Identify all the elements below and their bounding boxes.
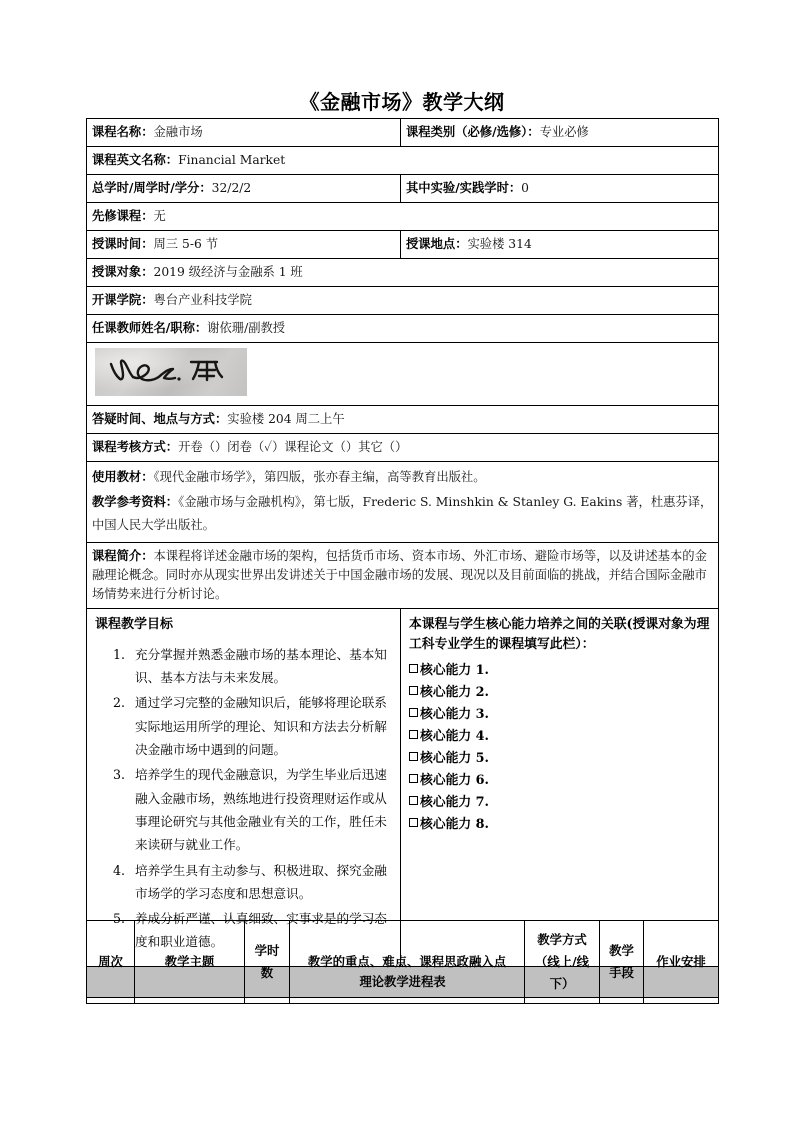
col-header-teaching-mode-line-3: 下）: [549, 975, 575, 991]
core-competency-4[interactable]: [409, 726, 712, 748]
objectives-title: 课程教学目标: [95, 616, 174, 632]
cell-audience: [87, 259, 719, 287]
col-header-homework: 作业安排: [644, 921, 719, 1004]
value-instructor: 谢依珊/副教授: [207, 321, 286, 336]
value-references: 《金融市场与金融机构》，第七版，Frederic S. Minshkin & Stanley G. Eakins 著，杜惠芬译，中国人民大学出版社。: [92, 494, 713, 533]
table-row: [87, 343, 719, 406]
table-row: [87, 203, 719, 231]
checkbox-icon[interactable]: [409, 730, 418, 739]
cell-class-time: [87, 231, 401, 259]
checkbox-icon[interactable]: [409, 818, 418, 827]
col-header-teaching-method-line-2: 手段: [609, 965, 634, 980]
cell-core-competencies: [401, 608, 719, 966]
value-office-hours: 实验楼 204 周二上午: [227, 412, 345, 427]
table-row: [87, 119, 719, 147]
label-class-time: 授课时间：: [92, 236, 154, 252]
value-prerequisite: 无: [153, 209, 166, 224]
cell-instructor: [87, 315, 719, 343]
list-item: 5. 养成分析严谨、认真细致、实事求是的学习态度和职业道德。: [129, 907, 392, 954]
cell-lab-hours: [401, 175, 719, 203]
value-lab-hours: 0: [521, 181, 529, 196]
cell-course-name: [87, 119, 401, 147]
checkbox-icon[interactable]: [409, 774, 418, 783]
value-textbook: 《现代金融市场学》，第四版，张亦春主编，高等教育出版社。: [153, 470, 486, 485]
value-course-category: 专业必修: [539, 125, 589, 139]
label-lab-hours: 其中实验/实践学时：: [406, 180, 522, 196]
value-hours-credits: 32/2/2: [211, 181, 252, 196]
list-item: 1. 充分掌握并熟悉金融市场的基本理论、基本知识、基本方法与未来发展。: [129, 643, 392, 690]
table-row: [87, 542, 719, 608]
label-office-hours: 答疑时间、地点与方式：: [92, 411, 228, 427]
cell-course-intro: [87, 542, 719, 608]
objectives-list: [95, 643, 392, 954]
core-competency-5[interactable]: [409, 748, 712, 770]
label-references: 教学参考资料：: [92, 493, 179, 509]
checkbox-icon[interactable]: [409, 796, 418, 805]
cell-textbook: [87, 462, 719, 542]
value-assessment: 开卷（）闭卷（✓）课程论文（）其它（）: [178, 440, 408, 455]
table-row: [87, 259, 719, 287]
col-header-week: 周次: [87, 921, 135, 1004]
teaching-progress-table: [86, 920, 719, 1004]
list-item: 3. 培养学生的现代金融意识，为学生毕业后迅速融入金融市场，熟练地进行投资理财运作或从事理论研究与其他金融业有关的工作，胜任未来读研与就业工作。: [129, 763, 392, 856]
label-textbook: 使用教材：: [92, 469, 154, 485]
cell-course-english-name: [87, 147, 719, 175]
col-header-teaching-mode-line-1: 教学方式: [537, 932, 587, 948]
checkbox-icon[interactable]: [409, 664, 418, 673]
label-class-location: 授课地点：: [406, 236, 468, 252]
label-audience: 授课对象：: [92, 264, 154, 280]
col-header-topic: 教学主题: [135, 921, 245, 1004]
table-row: [87, 315, 719, 343]
value-audience: 2019 级经济与金融系 1 班: [153, 265, 303, 280]
table-row: [87, 175, 719, 203]
value-course-english-name: Financial Market: [178, 153, 286, 168]
col-header-hours-line-2: 数: [260, 965, 274, 980]
col-header-teaching-method-line-1: 教学: [609, 943, 634, 959]
checkbox-icon[interactable]: [409, 708, 418, 717]
value-course-name: 金融市场: [153, 125, 203, 139]
table-row: [87, 147, 719, 175]
cell-signature: [87, 343, 719, 406]
label-course-category: 课程类别（必修/选修）：: [406, 124, 540, 139]
table-row: [87, 406, 719, 434]
table-row: [87, 434, 719, 462]
value-class-time: 周三 5-6 节: [153, 237, 219, 252]
cell-course-category: [401, 119, 719, 147]
cell-class-location: [401, 231, 719, 259]
label-assessment: 课程考核方式：: [92, 439, 179, 455]
table-row: [87, 287, 719, 315]
col-header-teaching-mode-line-2: （线上/线: [534, 954, 590, 970]
core-competency-3[interactable]: [409, 704, 712, 726]
instructor-signature-image: [95, 348, 247, 396]
col-header-hours: [245, 921, 290, 1004]
list-item: 4. 培养学生具有主动参与、积极进取、探究金融市场学的学习态度和思想意识。: [129, 859, 392, 906]
core-competency-1-label: 核心能力 1.: [420, 662, 490, 678]
cell-objectives: [87, 608, 401, 966]
page-title: 《金融市场》教学大纲: [299, 90, 505, 114]
label-course-english-name: 课程英文名称：: [92, 152, 179, 168]
label-hours-credits: 总学时/周学时/学分：: [92, 180, 212, 196]
label-instructor: 任课教师姓名/职称：: [92, 320, 208, 336]
core-competency-6-label: 核心能力 6.: [420, 772, 490, 788]
progress-section-title: 理论教学进程表: [87, 966, 719, 997]
cell-office-hours: [87, 406, 719, 434]
label-prerequisite: 先修课程：: [92, 208, 154, 224]
label-course-intro: 课程简介：: [92, 547, 154, 563]
core-competency-2-label: 核心能力 2.: [420, 684, 490, 700]
core-competency-4-label: 核心能力 4.: [420, 728, 490, 744]
core-competency-7-label: 核心能力 7.: [420, 794, 490, 810]
core-competency-1[interactable]: [409, 660, 712, 682]
core-competency-2[interactable]: [409, 682, 712, 704]
core-competency-8-label: 核心能力 8.: [420, 816, 490, 832]
core-competency-7[interactable]: [409, 792, 712, 814]
table-header-row: [87, 921, 719, 1004]
label-course-name: 课程名称：: [92, 124, 154, 139]
value-college: 粤台产业科技学院: [153, 293, 252, 308]
table-row: [87, 231, 719, 259]
core-competency-3-label: 核心能力 3.: [420, 706, 490, 722]
core-competency-5-label: 核心能力 5.: [420, 750, 490, 766]
checkbox-icon[interactable]: [409, 686, 418, 695]
label-college: 开课学院：: [92, 292, 154, 308]
table-row: [87, 608, 719, 966]
checkbox-icon[interactable]: [409, 752, 418, 761]
value-course-intro: 本课程将详述金融市场的架构，包括货币市场、资本市场、外汇市场、避险市场等，以及讲述基本的金融理论概念。同时亦从现实世界出发讲述关于中国金融市场的发展、现况以及目前面临的挑战，并结合国际金融市场情势来进行分析讨论。: [92, 548, 707, 601]
table-row: [87, 462, 719, 542]
core-competency-6[interactable]: [409, 770, 712, 792]
course-info-table: [86, 118, 719, 998]
col-header-key-points: 教学的重点、难点、课程思政融入点: [290, 921, 525, 1004]
value-class-location: 实验楼 314: [467, 237, 532, 252]
cell-hours-credits: [87, 175, 401, 203]
col-header-teaching-mode: [525, 921, 600, 1004]
col-header-hours-line-1: 学时: [254, 943, 280, 959]
cell-prerequisite: [87, 203, 719, 231]
cell-assessment: [87, 434, 719, 462]
col-header-teaching-method: [600, 921, 644, 1004]
cell-college: [87, 287, 719, 315]
list-item: 2. 通过学习完整的金融知识后，能够将理论联系实际地运用所学的理论、知识和方法去分析解决金融市场中遇到的问题。: [129, 691, 392, 761]
core-competencies-heading: 本课程与学生核心能力培养之间的关联(授课对象为理工科专业学生的课程填写此栏）：: [409, 616, 710, 653]
core-competency-8[interactable]: [409, 814, 712, 836]
